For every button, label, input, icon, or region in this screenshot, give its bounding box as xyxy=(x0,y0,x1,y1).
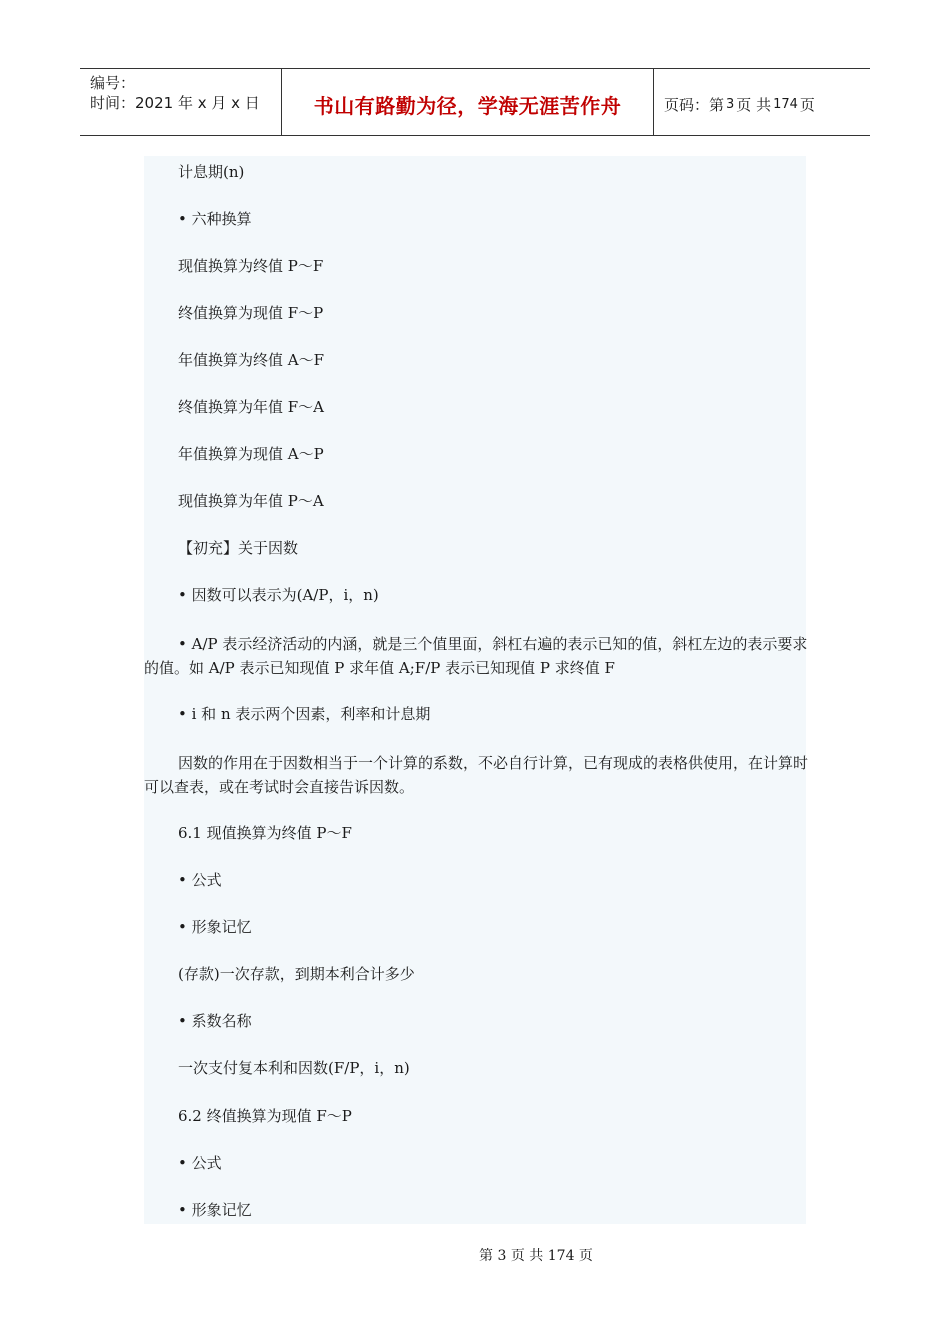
page-current: 3 xyxy=(726,96,735,112)
text-line: • 六种换算 xyxy=(178,210,252,228)
code-label: 编号： xyxy=(90,74,136,92)
header-meta xyxy=(80,69,282,135)
date-label: 时间：2021 年 x 月 x 日 xyxy=(90,94,260,112)
page-footer: 第 3 页 共 174 页 xyxy=(479,1248,593,1264)
text-line: 【初充】关于因数 xyxy=(178,539,299,557)
text-line: 年值换算为终值 A～F xyxy=(178,351,325,369)
header-motto: 书山有路勤为径，学海无涯苦作舟 xyxy=(282,69,654,135)
header-page-info xyxy=(654,69,870,135)
text-line: 现值换算为年值 P～A xyxy=(178,492,324,510)
text-line: • 系数名称 xyxy=(178,1012,252,1030)
section-heading: 6.1 现值换算为终值 P～F xyxy=(178,824,352,842)
page-suffix: 页 xyxy=(799,95,815,114)
text-line: • 因数可以表示为(A/P，i，n) xyxy=(178,586,379,604)
text-line: (存款)一次存款，到期本利合计多少 xyxy=(178,965,415,983)
paragraph-ap: • A/P 表示经济活动的内涵，就是三个值里面，斜杠右遍的表示已知的值，斜杠左边的表示要求的值。如 A/P 表示已知现值 P 求年值 A;F/P 表示已知现值 P 求终值 F xyxy=(144,635,808,677)
text-line: 计息期(n) xyxy=(178,163,245,181)
text-line: • 公式 xyxy=(178,871,222,889)
page-mid: 页 共 xyxy=(736,95,772,114)
text-line: • 公式 xyxy=(178,1154,222,1172)
text-line: 年值换算为现值 A～P xyxy=(178,445,324,463)
page-header xyxy=(80,68,870,136)
page-total: 174 xyxy=(773,96,798,112)
text-line: 一次支付复本利和因数(F/P，i，n) xyxy=(178,1059,410,1077)
text-line: 现值换算为终值 P～F xyxy=(178,257,324,275)
section-heading: 6.2 终值换算为现值 F～P xyxy=(178,1107,352,1125)
text-line: 终值换算为现值 F～P xyxy=(178,304,324,322)
paragraph-factor: 因数的作用在于因数相当于一个计算的系数，不必自行计算，已有现成的表格供使用，在计算时可以查表，或在考试时会直接告诉因数。 xyxy=(144,754,809,796)
text-line: 终值换算为年值 F～A xyxy=(178,398,325,416)
text-line: • 形象记忆 xyxy=(178,1201,252,1219)
text-line: • 形象记忆 xyxy=(178,918,252,936)
text-line: • i 和 n 表示两个因素，利率和计息期 xyxy=(178,705,431,723)
page-prefix: 页码：第 xyxy=(664,95,725,114)
